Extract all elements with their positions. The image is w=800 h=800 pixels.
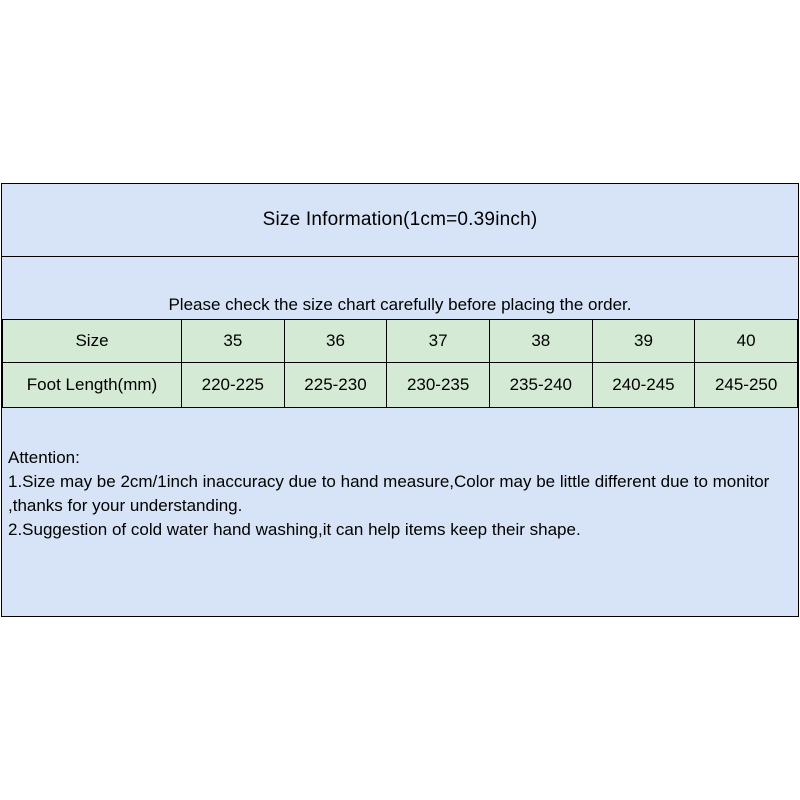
foot-length-cell-4: 235-240 — [489, 363, 592, 408]
row-header-foot-length: Foot Length(mm) — [3, 363, 182, 408]
attention-block — [2, 408, 798, 616]
size-cell-5: 39 — [592, 320, 695, 363]
size-cell-4: 38 — [489, 320, 592, 363]
chart-notice: Please check the size chart carefully before placing the order. — [168, 295, 632, 314]
table-row — [3, 320, 798, 363]
size-cell-1: 35 — [182, 320, 285, 363]
row-header-size: Size — [3, 320, 182, 363]
size-chart-panel — [1, 183, 799, 617]
foot-length-cell-1: 220-225 — [182, 363, 285, 408]
size-cell-3: 37 — [387, 320, 490, 363]
foot-length-cell-6: 245-250 — [695, 363, 798, 408]
page-title: Size Information(1cm=0.39inch) — [262, 209, 538, 230]
size-table — [2, 319, 798, 408]
attention-line-1: 1.Size may be 2cm/1inch inaccuracy due to hand measure,Color may be little different due to monitor ,thanks for your understanding. — [8, 472, 775, 515]
chart-title-row — [2, 184, 798, 257]
foot-length-cell-3: 230-235 — [387, 363, 490, 408]
attention-line-2: 2.Suggestion of cold water hand washing,it can help items keep their shape. — [8, 520, 581, 539]
attention-heading: Attention: — [8, 448, 80, 467]
table-row — [3, 363, 798, 408]
foot-length-cell-2: 225-230 — [284, 363, 387, 408]
size-cell-2: 36 — [284, 320, 387, 363]
chart-notice-row — [2, 257, 798, 319]
foot-length-cell-5: 240-245 — [592, 363, 695, 408]
size-cell-6: 40 — [695, 320, 798, 363]
